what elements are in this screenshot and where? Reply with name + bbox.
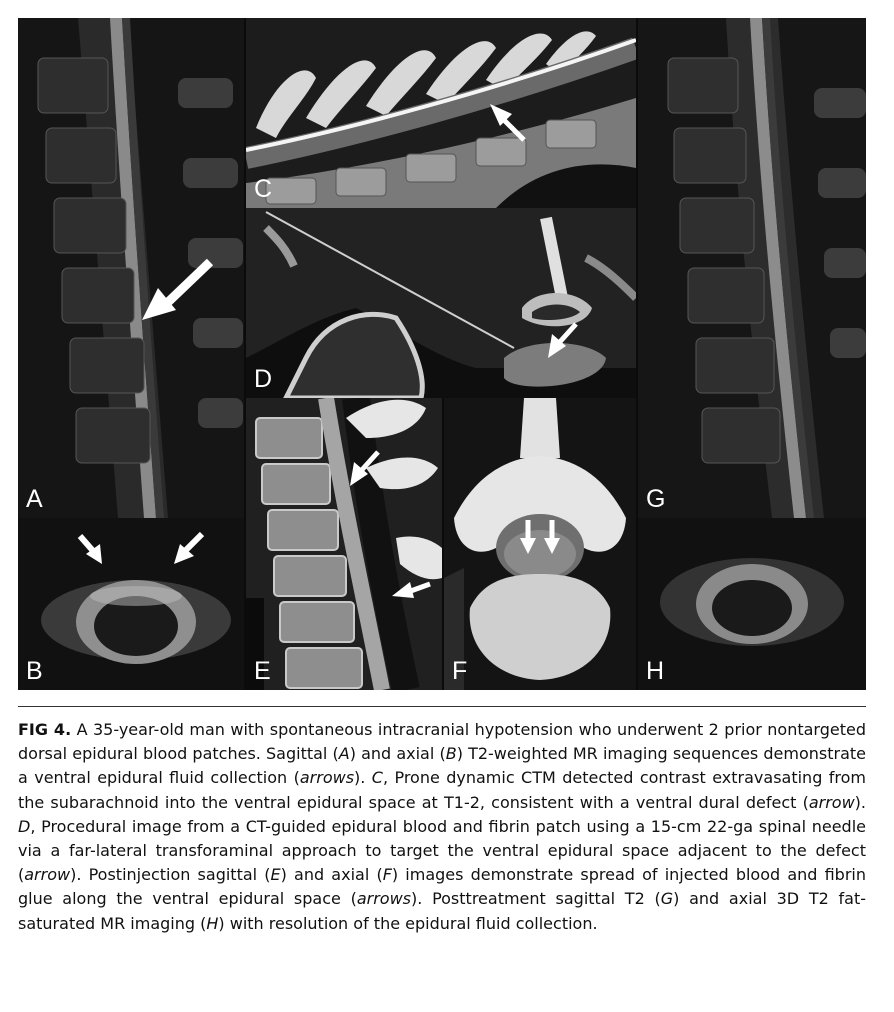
arrow-icon xyxy=(18,518,244,690)
caption-text xyxy=(18,720,866,933)
arrow-icon xyxy=(18,18,244,518)
panel-d-ct-guided-procedure xyxy=(246,208,636,398)
figure-caption xyxy=(18,718,866,936)
caption-segment: arrows xyxy=(299,768,355,788)
panel-g-posttreatment-sagittal-t2 xyxy=(638,18,866,518)
panel-b-axial-t2-mri xyxy=(18,518,244,690)
caption-segment: ) and axial ( xyxy=(349,744,446,764)
caption-segment: arrows xyxy=(356,889,412,909)
panel-h-posttreatment-axial-t2 xyxy=(638,518,866,690)
caption-segment: H xyxy=(206,913,219,933)
caption-segment: ). xyxy=(854,792,866,812)
caption-divider xyxy=(18,706,866,707)
caption-segment: , Prone dynamic CTM detected contrast extravasating from the subarachnoid into the ventral epidural space at T1-2, consistent with a ventral dural defect ( xyxy=(18,768,867,812)
arrow-icon xyxy=(246,208,636,398)
arrow-icon xyxy=(246,398,442,690)
panel-a-sagittal-t2-mri xyxy=(18,18,244,518)
caption-segment: ) and axial 3D T2 fat-saturated MR imaging ( xyxy=(18,889,866,933)
panel-label-g: G xyxy=(646,485,666,513)
sagittal-mri-image-g xyxy=(638,18,866,518)
caption-segment: ) with resolution of the epidural fluid collection. xyxy=(218,913,598,933)
caption-segment: D xyxy=(18,816,31,836)
caption-segment: ). Postinjection sagittal ( xyxy=(70,865,271,885)
arrow-icon xyxy=(444,398,636,690)
caption-segment: ) and axial ( xyxy=(280,865,383,885)
figure-4 xyxy=(18,18,866,690)
caption-segment: G xyxy=(660,889,674,909)
panel-f-postinjection-axial xyxy=(444,398,636,690)
caption-segment: arrow xyxy=(24,865,71,885)
caption-segment: ) T2-weighted MR imaging sequences demonstrate a ventral epidural fluid collection ( xyxy=(18,744,867,788)
figure-label: FIG 4. xyxy=(18,720,72,739)
panel-label-f: F xyxy=(452,657,468,685)
panel-label-d: D xyxy=(254,365,273,393)
caption-segment: ). xyxy=(354,768,372,788)
panel-e-postinjection-sagittal xyxy=(246,398,442,690)
caption-segment: C xyxy=(371,768,383,788)
panel-label-b: B xyxy=(26,657,43,685)
caption-segment: E xyxy=(270,865,281,885)
caption-segment: , Procedural image from a CT-guided epidural blood and fibrin patch using a 15-cm 22-ga spinal needle via a far-lateral transforaminal approach to target the ventral epidural space adjacent to the defect ( xyxy=(18,816,866,885)
panel-label-h: H xyxy=(646,657,665,685)
caption-segment: arrow xyxy=(808,792,855,812)
panel-label-e: E xyxy=(254,657,271,685)
caption-segment: F xyxy=(382,865,392,885)
caption-segment: ) images demonstrate spread of injected blood and fibrin glue along the ventral epidural space ( xyxy=(18,865,867,909)
caption-segment: A 35-year-old man with spontaneous intracranial hypotension who underwent 2 prior nontargeted dorsal epidural blood patches. Sagittal ( xyxy=(18,720,867,764)
arrow-icon xyxy=(246,18,636,208)
caption-segment: B xyxy=(445,744,457,764)
axial-mri-image-h xyxy=(638,518,866,690)
caption-segment: A xyxy=(338,744,350,764)
panel-c-dynamic-ctm xyxy=(246,18,636,208)
panel-label-c: C xyxy=(254,175,273,203)
caption-segment: ). Posttreatment sagittal T2 ( xyxy=(411,889,661,909)
panel-label-a: A xyxy=(26,485,43,513)
